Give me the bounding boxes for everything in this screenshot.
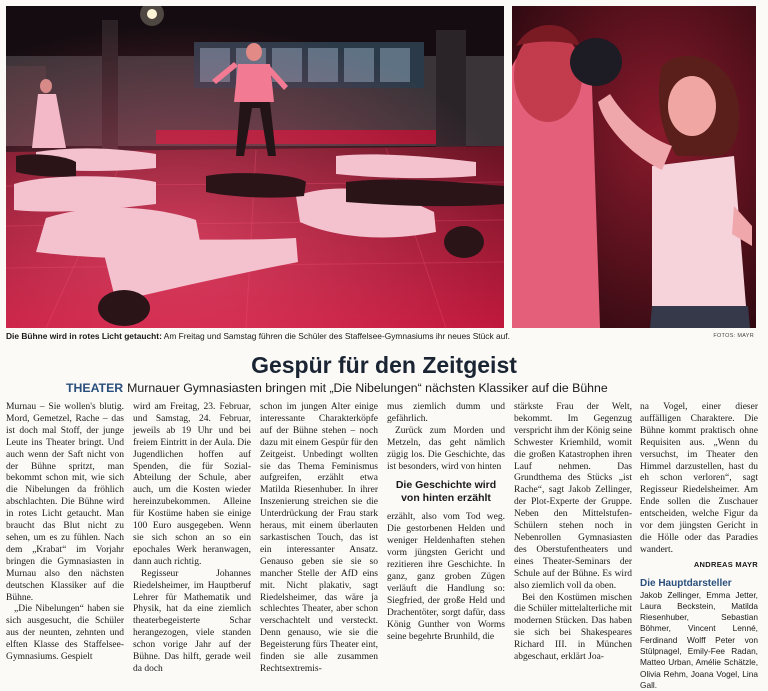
paragraph: mus ziemlich dumm und gefährlich. bbox=[387, 402, 505, 424]
photo-caption bbox=[6, 331, 706, 342]
paragraph: na Vogel, einer dieser auffälligen Charaktere. Die Bühne kommt praktisch ohne Requisiten aus. „Wenn du versuchst, im Theater den Himmel darzustellen, hast du eh schon verloren“, sagt Regisseur Riedelsheimer. Am Ende sollen die Zuschauer entscheiden, welche Figur da vor dem jüngsten Gericht in die Hölle oder das Paradies wandert. bbox=[640, 402, 758, 555]
boxing-photo-graphic bbox=[512, 6, 756, 328]
article-column-3 bbox=[260, 402, 378, 676]
article-column-6 bbox=[640, 402, 758, 691]
author-byline: ANDREAS MAYR bbox=[693, 559, 758, 569]
boxing-photo bbox=[512, 6, 756, 328]
paragraph: Bei den Kostümen mischen die Schüler mittelalterliche mit modernen Stücken. Das haben sie sich bei Shakespeares Richard III. in München abgeschaut, erklärt Joa- bbox=[514, 592, 632, 663]
photo-credit: FOTOS: MAYR bbox=[713, 333, 754, 339]
article-headline: Gespür für den Zeitgeist bbox=[251, 352, 517, 378]
stage-photo-graphic bbox=[6, 6, 504, 328]
paragraph: Murnau – Sie wollen's blutig. Mord, Gemetzel, Rache – das ist doch mal Stoff, der junge Leute ins Theater bringt. Und auch wenn der Saft nicht von der Bühne spritzt, man bekommt schon mit, wie sich die Nibelungen da fröhlich abschlachten. Die Bühne wird in rotes Licht getaucht. Man braucht das Blut nicht zu sehen, um es zu fühlen. Nach dem „Krabat“ im Vorjahr bringen die Gymnasiasten in Murnau also den nächsten deutschen Klassiker auf die Bühne. bbox=[6, 402, 124, 603]
paragraph: schon im jungen Alter einige interessante Charakterköpfe auf der Bühne stehen – noch dazu mit einem Gespür für den Zeitgeist. Unbedingt wollten sie das Thema Feminismus aufgreifen, erzählt etwa Matilda Riesenhuber. In ihrer Inszenierung streichen sie die Unterdrückung der Frau stark heraus, mit einem überlauten sarkastischen Touch, das ist ein interessanter Ansatz. Genauso geben sie sie so mancher Stelle der AfD eins mit. Nicht plakativ, sagt Riedelsheimer, das wäre ja schlechtes Theater, aber schon verschachtelt und versteckt. Denn genauso, wie sie die Begeisterung fürs Theater eint, finden sie alle zusammen Rechtsextremis- bbox=[260, 402, 378, 674]
paragraph: stärkste Frau der Welt, bekommt. Im Gegenzug verspricht ihm der König seine Schwester Kriemhild, womit die großen Katastrophen ihren Lauf nehmen. Das Grundthema des Stücks „ist Rache“, sagt Jakob Zellinger, der Plot-Experte der Gruppe. Neben den Mittelstufen-Schülern stehen noch in Nebenrollen Gymnasiasten des Oberstufentheaters und eines Theater-Seminars der Schule auf der Bühne. Es wird also ziemlich voll da oben. bbox=[514, 402, 632, 591]
article-column-1 bbox=[6, 402, 124, 664]
article-column-4 bbox=[387, 402, 505, 643]
cast-box-title: Die Hauptdarsteller bbox=[640, 577, 732, 589]
paragraph: wird am Freitag, 23. Februar, und Samstag, 24. Februar, jeweils ab 19 Uhr und bei freiem Eintritt in der Aula. Die Jugendlichen hoffen auf Spenden, die für Sozial-Abteilung der Schule, aber auch, um die Kosten wieder hereinzubekommen. Alleine für Kostüme haben sie einige 100 Euro ausgegeben. Wenn sie sich schon an so ein epochales Werk heranwagen, dann auch richtig. bbox=[133, 402, 251, 567]
kicker: THEATER bbox=[66, 381, 124, 395]
paragraph: Regisseur Johannes Riedelsheimer, im Hauptberuf Lehrer für Mathematik und Physik, hat da eine ziemlich theaterbegeisterte Schar herangezogen, viele standen schon vorige Jahr auf der Bühne. Das hilft, gerade weil da doch bbox=[133, 568, 251, 674]
caption-text: Am Freitag und Samstag führen die Schüler des Staffelsee-Gymnasiums ihr neues Stück auf. bbox=[161, 331, 510, 341]
stage-photo bbox=[6, 6, 504, 328]
subheading: Die Geschichte wird von hinten erzählt bbox=[395, 479, 497, 504]
article-subline bbox=[66, 381, 608, 395]
caption-lead: Die Bühne wird in rotes Licht getaucht: bbox=[6, 331, 162, 341]
paragraph: erzählt, also vom Tod weg. Die gestorbenen Helden und weniger Heldenhaften stehen vorm jüngsten Gericht und rezitieren ihre Geschichte. In ganz, ganz groben Zügen verläuft die Handlung so: Siegfried, der große Held und Drachentöter, sorgt dafür, dass König Gunther von Worms seine begehrte Brunhild, die bbox=[387, 512, 505, 642]
article-column-2 bbox=[133, 402, 251, 676]
paragraph: Zurück zum Morden und Metzeln, das geht nämlich zügig los. Die Geschichte, das ist besonders, wird von hinten bbox=[387, 425, 505, 472]
cast-box-text: Jakob Zellinger, Emma Jetter, Laura Beckstein, Matilda Riesenhuber, Sebastian Böhmer, Vincent Lenné, Ferdinand Wolff Peter von Stülpnagel, Emily-Fee Radan, Matteo Urban, Amélie Schätzle, Olivia Rehm, Joana Vogel, Lina Gall. bbox=[640, 589, 758, 690]
paragraph: „Die Nibelungen“ haben sie sich ausgesucht, die Schüler aus der neunten, zehnten und elften Klasse des Staffelsee-Gymnasiums. Gespielt bbox=[6, 604, 124, 663]
subline-text: Murnauer Gymnasiasten bringen mit „Die Nibelungen“ nächsten Klassiker auf die Bühne bbox=[127, 381, 608, 395]
article-column-5 bbox=[514, 402, 632, 664]
